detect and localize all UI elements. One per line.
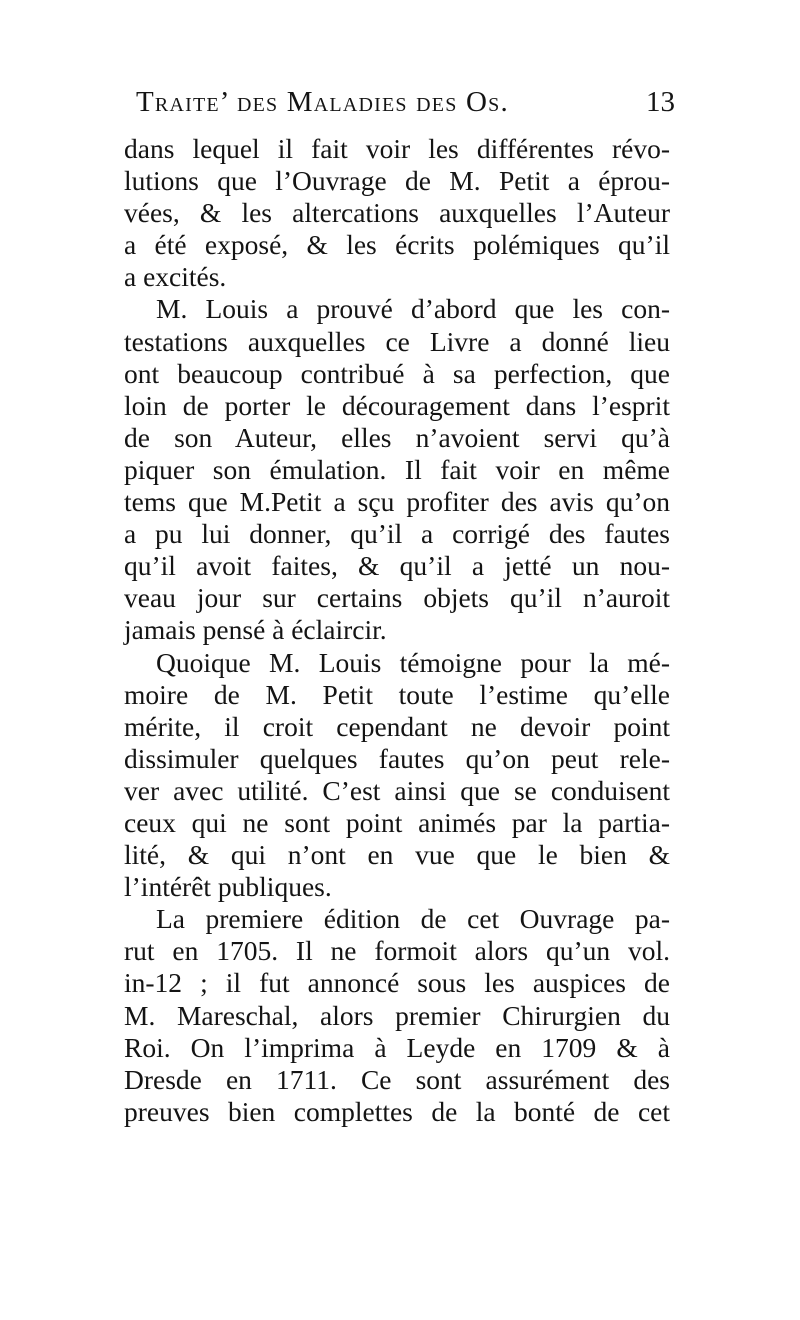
text-line: Roi. On l’imprima à Leyde en 1709 & à: [124, 1031, 670, 1063]
text-line: mérite, il croit cependant ne devoir point: [124, 710, 670, 742]
text-line: testations auxquelles ce Livre a donné lieu: [124, 325, 670, 357]
paragraph: [124, 133, 670, 293]
text-line: M. Louis a prouvé d’abord que les con-: [156, 293, 670, 325]
text-line: a été exposé, & les écrits polémiques qu’il: [124, 229, 670, 261]
text-line: dissimuler quelques fautes qu’on peut rele-: [124, 742, 670, 774]
text-line: tems que M.Petit a sçu profiter des avis qu’on: [124, 486, 670, 518]
text-line: a pu lui donner, qu’il a corrigé des fautes: [124, 518, 670, 550]
text-line: in-12 ; il fut annoncé sous les auspices de: [124, 967, 670, 999]
text-line: lutions que l’Ouvrage de M. Petit a éprou-: [124, 165, 670, 197]
running-title: Traite’ des Maladies des Os.: [136, 86, 509, 118]
text-line: dans lequel il fait voir les différentes révo-: [124, 133, 670, 164]
text-line: Quoique M. Louis témoigne pour la mé-: [156, 646, 670, 678]
paragraph: [124, 903, 670, 1128]
text-line: M. Mareschal, alors premier Chirurgien du: [124, 999, 670, 1031]
text-line: l’intérêt publiques.: [124, 871, 332, 903]
text-line: jamais pensé à éclaircir.: [124, 614, 387, 646]
text-line: qu’il avoit faites, & qu’il a jetté un nou-: [124, 550, 670, 582]
text-line: Dresde en 1711. Ce sont assurément des: [124, 1063, 670, 1095]
text-line: a excités.: [124, 261, 227, 293]
text-line: vées, & les altercations auxquelles l’Auteur: [124, 197, 670, 229]
text-line: ver avec utilité. C’est ainsi que se conduisent: [124, 774, 670, 806]
text-line: de son Auteur, elles n’avoient servi qu’à: [124, 421, 670, 453]
text-line: moire de M. Petit toute l’estime qu’elle: [124, 678, 670, 710]
paragraph: [124, 293, 670, 646]
paragraph: [124, 647, 670, 904]
body-text: [124, 133, 670, 1128]
text-line: ont beaucoup contribué à sa perfection, que: [124, 357, 670, 389]
text-line: rut en 1705. Il ne formoit alors qu’un vol.: [124, 935, 670, 967]
text-line: La premiere édition de cet Ouvrage pa-: [156, 903, 670, 935]
text-line: lité, & qui n’ont en vue que le bien &: [124, 839, 670, 871]
text-line: preuves bien complettes de la bonté de cet: [124, 1095, 670, 1127]
running-head: [130, 86, 675, 126]
page-number: 13: [646, 86, 675, 118]
text-line: piquer son émulation. Il fait voir en même: [124, 453, 670, 485]
text-line: ceux qui ne sont point animés par la partia-: [124, 806, 670, 838]
text-line: loin de porter le découragement dans l’esprit: [124, 389, 670, 421]
text-line: veau jour sur certains objets qu’il n’auroit: [124, 582, 670, 614]
